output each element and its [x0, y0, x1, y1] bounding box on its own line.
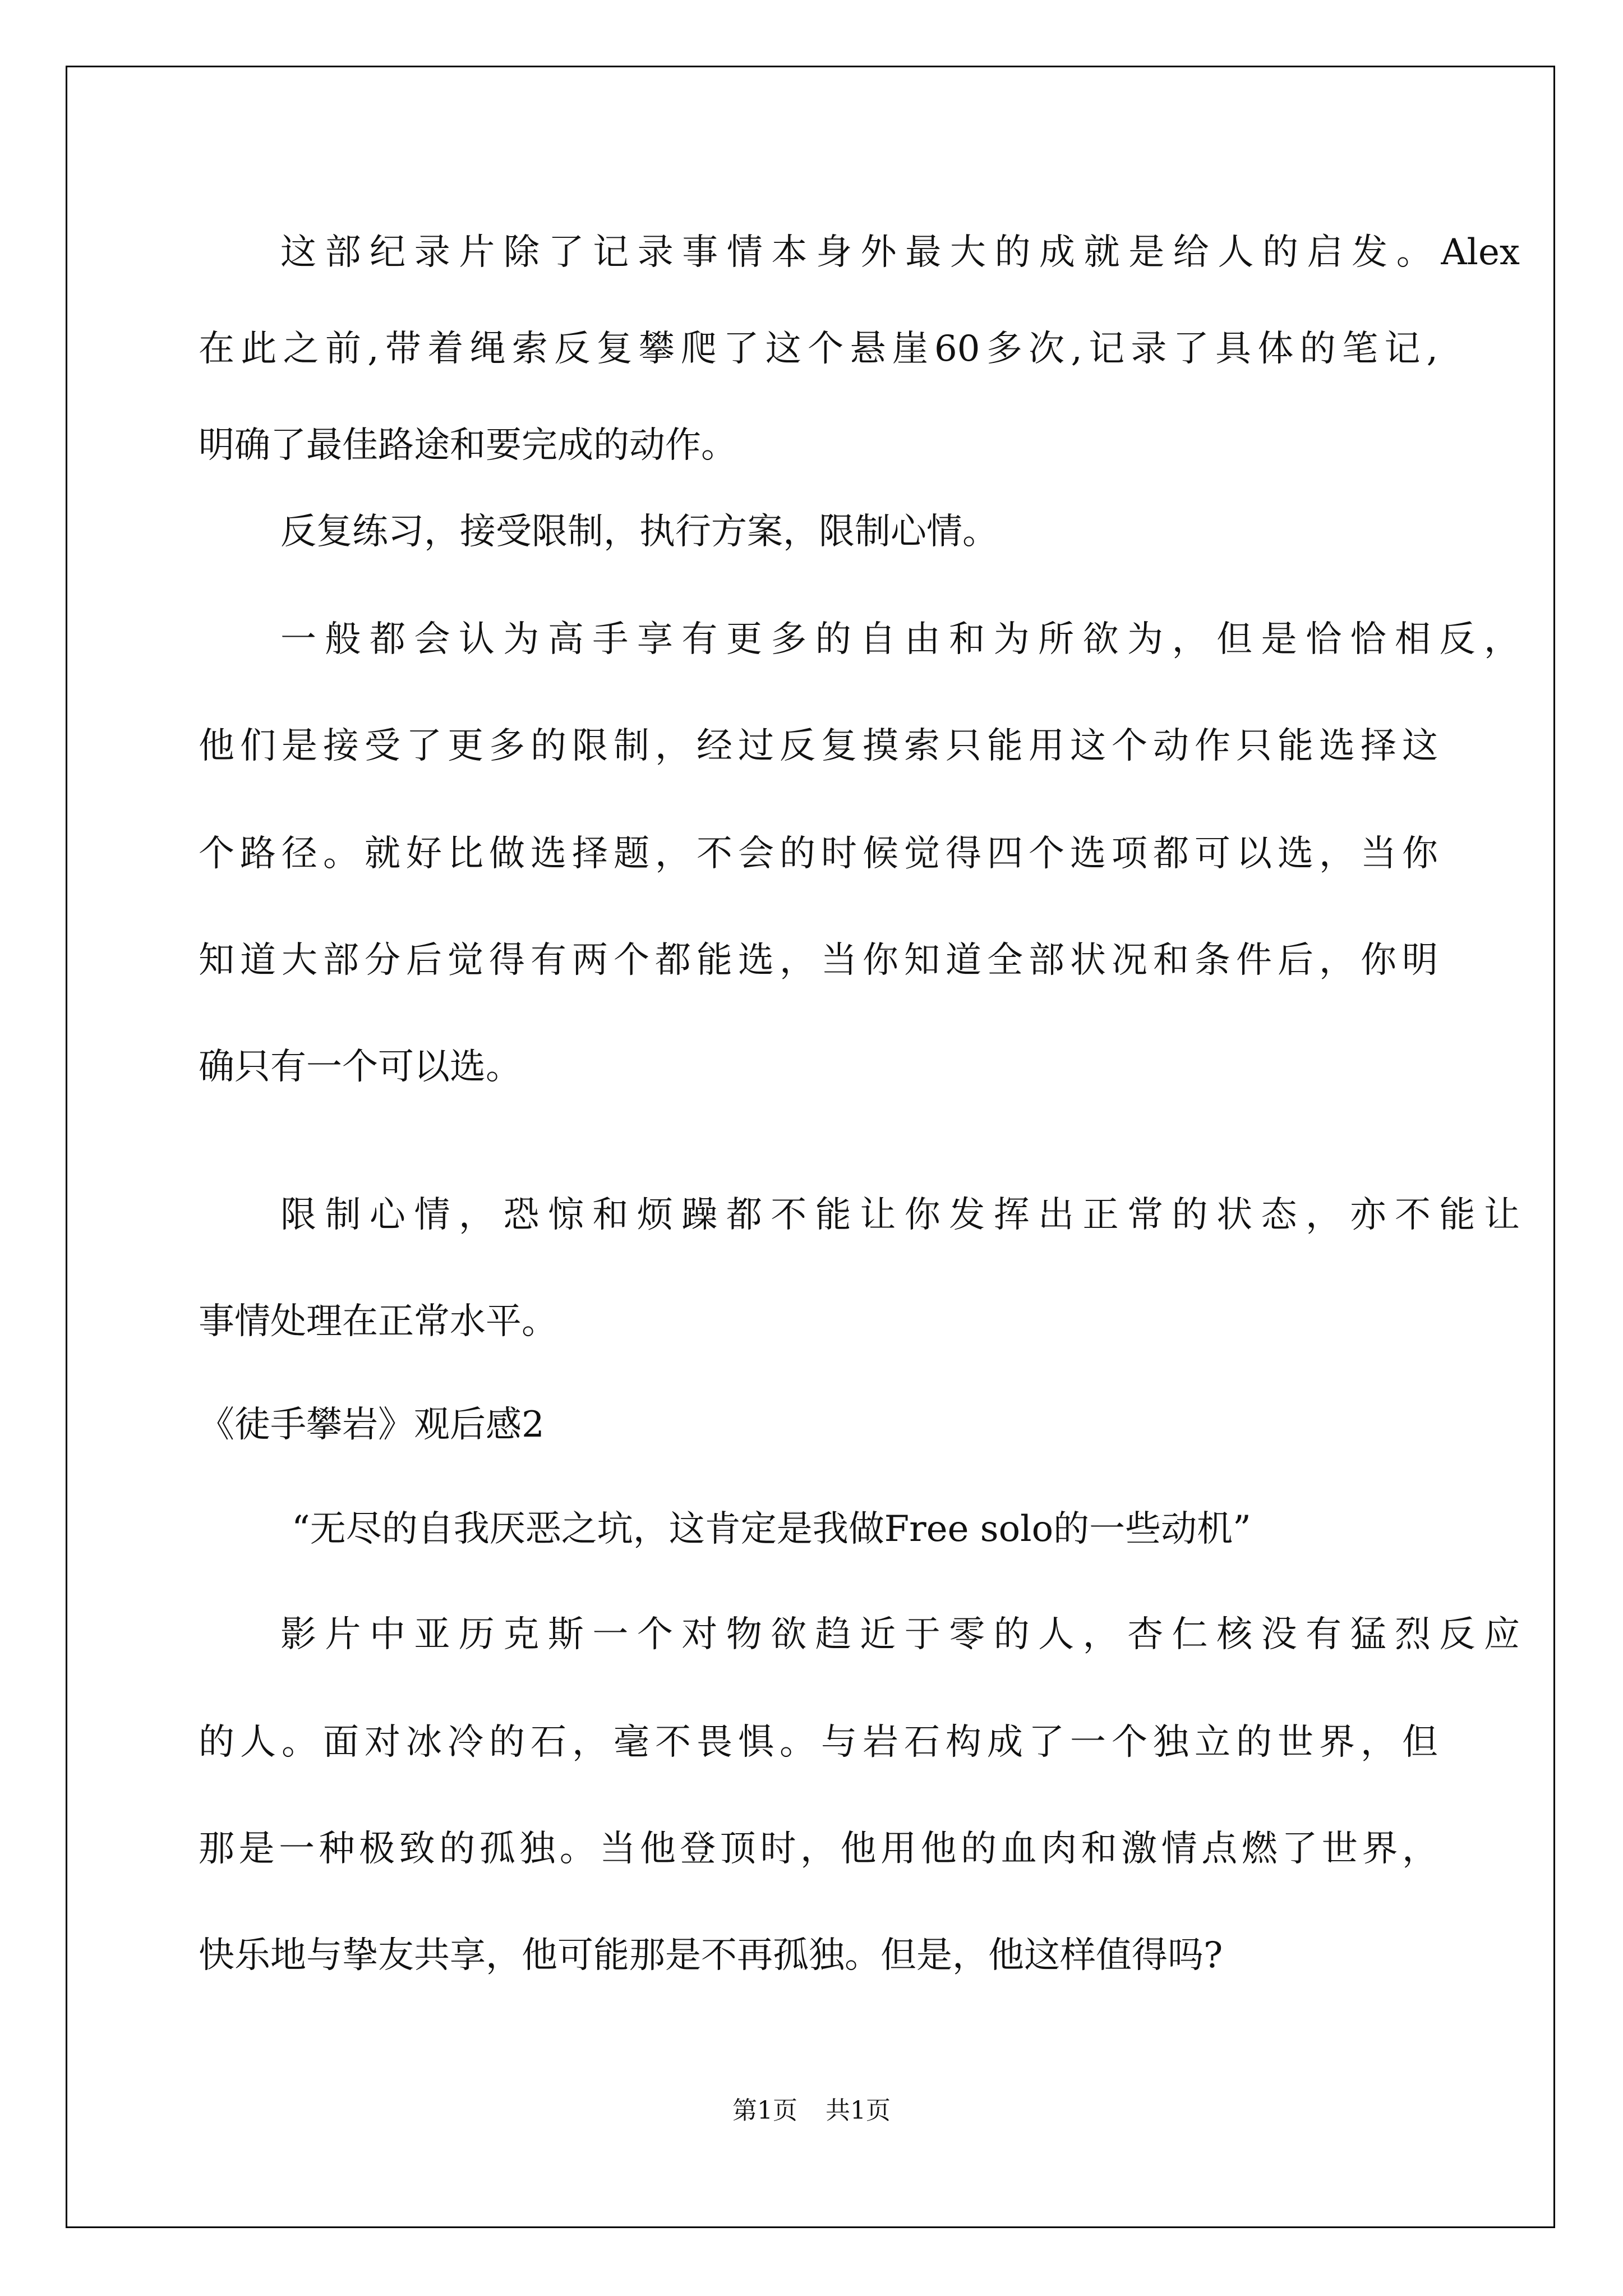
paragraph-line: 这部纪录片除了记录事情本身外最大的成就是给人的启发。Alex [280, 232, 1520, 273]
page-border [66, 66, 1555, 2228]
paragraph-line: 影片中亚历克斯一个对物欲趋近于零的人，杏仁核没有猛烈反应 [280, 1614, 1520, 1655]
paragraph-line: 确只有一个可以选。 [199, 1046, 522, 1088]
paragraph-line: 那是一种极致的孤独。当他登顶时，他用他的血肉和激情点燃了世界， [199, 1828, 1438, 1870]
paragraph-line: 知道大部分后觉得有两个都能选，当你知道全部状况和条件后，你明 [199, 940, 1438, 981]
paragraph-line: 快乐地与挚友共享，他可能那是不再孤独。但是，他这样值得吗? [199, 1935, 1223, 1976]
paragraph-line: 他们是接受了更多的限制，经过反复摸索只能用这个动作只能选择这 [199, 725, 1438, 767]
paragraph-line: 限制心情，恐惊和烦躁都不能让你发挥出正常的状态，亦不能让 [280, 1194, 1520, 1236]
paragraph-line: 在此之前,带着绳索反复攀爬了这个悬崖60多次,记录了具体的笔记, [199, 328, 1438, 370]
page-total: 共1页 [826, 2096, 891, 2125]
paragraph-line: 个路径。就好比做选择题，不会的时候觉得四个选项都可以选，当你 [199, 833, 1438, 875]
section-heading: 《徒手攀岩》观后感2 [199, 1404, 545, 1446]
page-number: 第1页 [732, 2096, 797, 2125]
paragraph-line: 事情处理在正常水平。 [199, 1301, 557, 1342]
page-footer [0, 2094, 1623, 2128]
paragraph-line: 明确了最佳路途和要完成的动作。 [199, 425, 737, 466]
quote-line: “无尽的自我厌恶之坑，这肯定是我做Free solo的一些动机” [292, 1508, 1251, 1550]
paragraph-line: 的人。面对冰冷的石，毫不畏惧。与岩石构成了一个独立的世界，但 [199, 1722, 1438, 1763]
paragraph-line: 一般都会认为高手享有更多的自由和为所欲为，但是恰恰相反， [280, 619, 1520, 660]
paragraph-line: 反复练习，接受限制，执行方案，限制心情。 [280, 511, 998, 553]
